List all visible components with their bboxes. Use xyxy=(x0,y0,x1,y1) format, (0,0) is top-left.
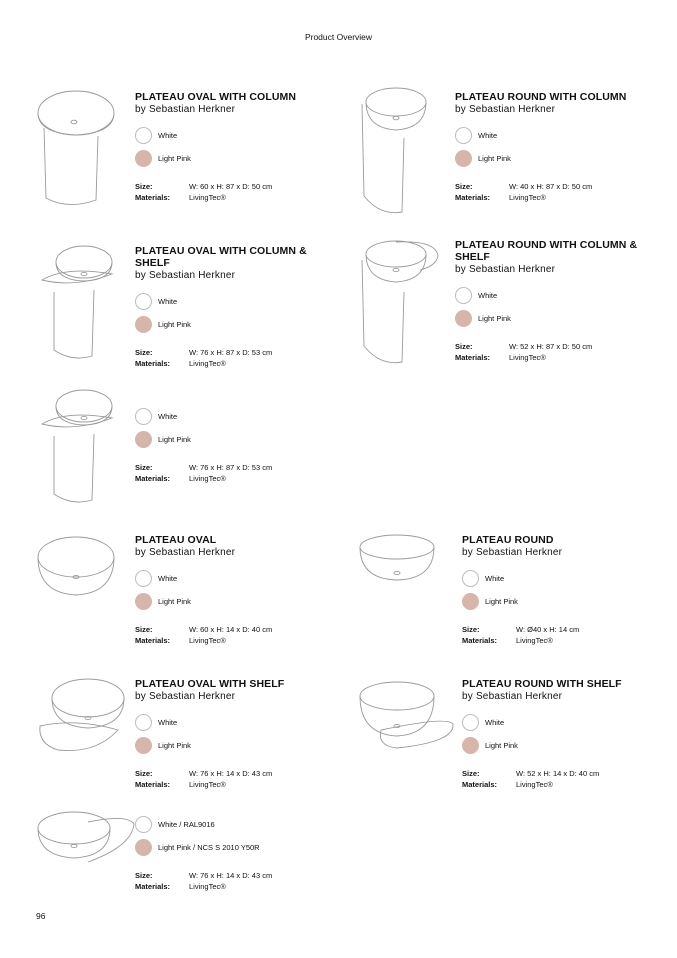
color-option xyxy=(455,126,626,145)
color-option xyxy=(135,736,284,755)
color-option xyxy=(135,407,272,426)
product-card xyxy=(135,407,272,484)
materials-label: Materials: xyxy=(135,474,171,483)
color-label: White xyxy=(158,297,178,306)
color-swatches xyxy=(135,292,307,334)
white-swatch xyxy=(455,287,472,304)
materials-value: LivingTec® xyxy=(189,636,226,645)
product-specs xyxy=(135,462,272,484)
size-label: Size: xyxy=(135,769,153,778)
pink-swatch xyxy=(135,150,152,167)
color-swatches xyxy=(462,713,622,755)
color-option xyxy=(462,713,622,732)
color-option xyxy=(455,149,626,168)
product-illustration-round xyxy=(357,533,437,598)
materials-label: Materials: xyxy=(135,882,171,891)
pink-swatch xyxy=(455,150,472,167)
color-option xyxy=(455,309,637,328)
color-swatches xyxy=(135,126,296,168)
pink-swatch xyxy=(135,839,152,856)
product-specs xyxy=(135,870,272,892)
color-option xyxy=(135,838,272,857)
size-value: W: 60 x H: 14 x D: 40 cm xyxy=(189,625,273,634)
product-designer: by Sebastian Herkner xyxy=(455,264,556,275)
materials-value: LivingTec® xyxy=(516,636,553,645)
color-label: White xyxy=(485,718,505,727)
color-label: Light Pink xyxy=(158,320,191,329)
pink-swatch xyxy=(462,593,479,610)
pink-swatch xyxy=(135,316,152,333)
size-value: W: 76 x H: 87 x D: 53 cm xyxy=(189,348,273,357)
size-label: Size: xyxy=(455,342,473,351)
size-label: Size: xyxy=(135,871,153,880)
color-swatches xyxy=(135,407,272,449)
white-swatch xyxy=(135,816,152,833)
color-option xyxy=(135,292,307,311)
size-value: W: 52 x H: 14 x D: 40 cm xyxy=(516,769,600,778)
color-option xyxy=(135,315,307,334)
size-label: Size: xyxy=(462,769,480,778)
pink-swatch xyxy=(462,737,479,754)
pink-swatch xyxy=(135,737,152,754)
product-title: PLATEAU ROUND WITH SHELF xyxy=(462,678,622,690)
color-swatches xyxy=(135,569,272,611)
product-illustration-oval-shelf-variant xyxy=(36,810,136,877)
white-swatch xyxy=(135,570,152,587)
size-label: Size: xyxy=(135,463,153,472)
materials-label: Materials: xyxy=(462,780,498,789)
color-label: Light Pink xyxy=(158,435,191,444)
color-label: White xyxy=(158,412,178,421)
product-card xyxy=(455,239,637,363)
product-illustration-oval-shelf xyxy=(36,678,126,763)
product-title: PLATEAU OVAL xyxy=(135,534,217,546)
color-swatches xyxy=(462,569,579,611)
size-label: Size: xyxy=(462,625,480,634)
color-label: Light Pink / NCS S 2010 Y50R xyxy=(158,843,260,852)
color-label: White xyxy=(478,131,498,140)
color-label: White xyxy=(485,574,505,583)
color-option xyxy=(455,286,637,305)
white-swatch xyxy=(135,293,152,310)
size-value: W: 60 x H: 87 x D: 50 cm xyxy=(189,182,273,191)
product-card xyxy=(455,91,626,203)
product-card xyxy=(135,534,272,646)
materials-label: Materials: xyxy=(135,193,171,202)
color-label: White xyxy=(158,574,178,583)
product-card xyxy=(135,815,272,892)
product-title: PLATEAU OVAL WITH SHELF xyxy=(135,678,285,690)
size-value: W: 40 x H: 87 x D: 50 cm xyxy=(509,182,593,191)
product-title: PLATEAU ROUND WITH COLUMN xyxy=(455,91,627,103)
materials-label: Materials: xyxy=(462,636,498,645)
size-value: W: 52 x H: 87 x D: 50 cm xyxy=(509,342,593,351)
product-designer: by Sebastian Herkner xyxy=(135,547,236,558)
size-value: W: Ø40 x H: 14 cm xyxy=(516,625,580,634)
color-swatches xyxy=(135,815,272,857)
product-designer: by Sebastian Herkner xyxy=(135,104,236,115)
white-swatch xyxy=(135,127,152,144)
color-option xyxy=(135,149,296,168)
product-specs xyxy=(462,768,622,790)
white-swatch xyxy=(135,408,152,425)
pink-swatch xyxy=(455,310,472,327)
pink-swatch xyxy=(135,593,152,610)
color-label: White xyxy=(158,718,178,727)
product-designer: by Sebastian Herkner xyxy=(462,547,563,558)
white-swatch xyxy=(135,714,152,731)
product-specs xyxy=(135,347,307,369)
product-designer: by Sebastian Herkner xyxy=(462,691,563,702)
product-illustration-round-column-shelf xyxy=(360,236,440,371)
materials-label: Materials: xyxy=(135,359,171,368)
color-label: Light Pink xyxy=(158,154,191,163)
white-swatch xyxy=(462,714,479,731)
color-label: White / RAL9016 xyxy=(158,820,215,829)
color-label: Light Pink xyxy=(485,597,518,606)
color-option xyxy=(135,815,272,834)
color-swatches xyxy=(455,286,637,328)
product-specs xyxy=(455,181,626,203)
materials-value: LivingTec® xyxy=(509,353,546,362)
product-card xyxy=(462,534,579,646)
color-label: Light Pink xyxy=(478,154,511,163)
product-card xyxy=(462,678,622,790)
size-label: Size: xyxy=(455,182,473,191)
size-label: Size: xyxy=(135,182,153,191)
product-card xyxy=(135,678,284,790)
color-option xyxy=(135,126,296,145)
color-label: Light Pink xyxy=(158,741,191,750)
materials-value: LivingTec® xyxy=(189,193,226,202)
page-number: 96 xyxy=(36,911,46,921)
color-label: White xyxy=(158,131,178,140)
page-header: Product Overview xyxy=(304,32,373,42)
product-specs xyxy=(462,624,579,646)
product-illustration-oval-column xyxy=(36,88,116,213)
materials-value: LivingTec® xyxy=(516,780,553,789)
product-illustration-oval xyxy=(36,535,116,610)
product-illustration-oval-column-shelf-variant xyxy=(36,384,116,514)
materials-value: LivingTec® xyxy=(189,359,226,368)
product-specs xyxy=(135,624,272,646)
product-title: SHELF xyxy=(455,251,490,263)
size-label: Size: xyxy=(135,348,153,357)
materials-label: Materials: xyxy=(135,636,171,645)
color-option xyxy=(462,569,579,588)
product-illustration-oval-column-shelf xyxy=(36,240,116,370)
product-title: PLATEAU OVAL WITH COLUMN xyxy=(135,91,297,103)
color-option xyxy=(135,430,272,449)
product-specs xyxy=(135,768,284,790)
materials-label: Materials: xyxy=(455,353,491,362)
white-swatch xyxy=(455,127,472,144)
color-option xyxy=(135,713,284,732)
color-label: Light Pink xyxy=(485,741,518,750)
size-value: W: 76 x H: 87 x D: 53 cm xyxy=(189,463,273,472)
materials-value: LivingTec® xyxy=(189,882,226,891)
materials-value: LivingTec® xyxy=(189,474,226,483)
product-card xyxy=(135,245,307,369)
color-option xyxy=(135,569,272,588)
product-designer: by Sebastian Herkner xyxy=(135,270,236,281)
white-swatch xyxy=(462,570,479,587)
materials-value: LivingTec® xyxy=(189,780,226,789)
product-illustration-round-column xyxy=(360,88,440,223)
product-illustration-round-shelf xyxy=(357,678,457,763)
size-value: W: 76 x H: 14 x D: 43 cm xyxy=(189,769,273,778)
product-card xyxy=(135,91,296,203)
color-label: Light Pink xyxy=(158,597,191,606)
color-option xyxy=(462,736,622,755)
product-title: PLATEAU OVAL WITH COLUMN & xyxy=(135,245,307,257)
product-specs xyxy=(135,181,296,203)
product-specs xyxy=(455,341,637,363)
materials-label: Materials: xyxy=(455,193,491,202)
product-title: PLATEAU ROUND WITH COLUMN & xyxy=(455,239,638,251)
materials-label: Materials: xyxy=(135,780,171,789)
materials-value: LivingTec® xyxy=(509,193,546,202)
size-label: Size: xyxy=(135,625,153,634)
color-label: White xyxy=(478,291,498,300)
color-swatches xyxy=(455,126,626,168)
color-swatches xyxy=(135,713,284,755)
color-option xyxy=(135,592,272,611)
product-title: PLATEAU ROUND xyxy=(462,534,554,546)
color-label: Light Pink xyxy=(478,314,511,323)
product-designer: by Sebastian Herkner xyxy=(455,104,556,115)
size-value: W: 76 x H: 14 x D: 43 cm xyxy=(189,871,273,880)
pink-swatch xyxy=(135,431,152,448)
product-designer: by Sebastian Herkner xyxy=(135,691,236,702)
color-option xyxy=(462,592,579,611)
product-title: SHELF xyxy=(135,257,170,269)
